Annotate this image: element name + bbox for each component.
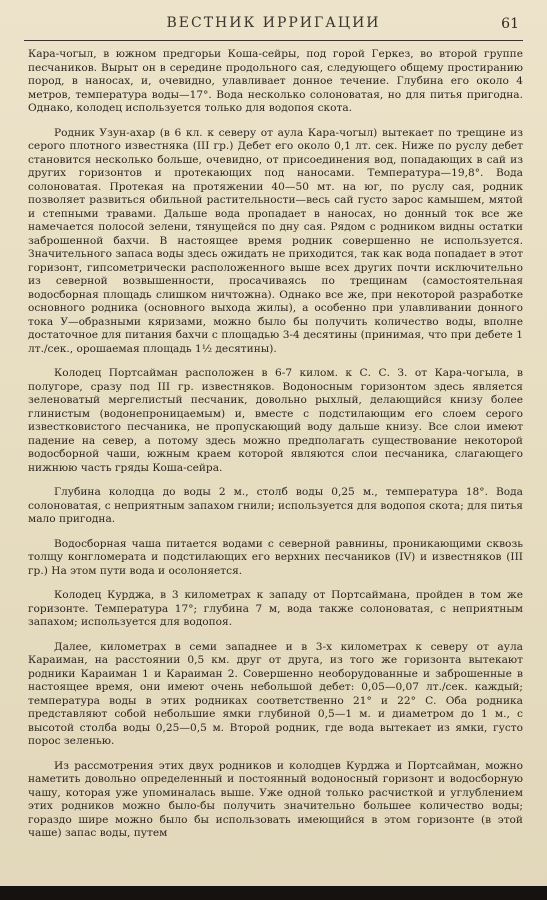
paragraph-uzun-akhar: Родник Узун-ахар (в 6 кл. к северу от аула Кара-чогыл) вытекает по трещине из серого плотного известняка (III гр.) Дебет его около 0,1 лт. сек. Ниже по руслу дебет становится несколько больше, очевидно, от присоединения вод, попадающих в сай из других горизонтов и протекающих под наносами. Температура—19,8°. Вода солоноватая. Протекая на протяжении 40—50 мт. на юг, по руслу сая, родник позволяет развиться обильной растительности—весь сай густо зарос камышем, мятой и степными травами. Дальше вода пропадает в наносах, но донный ток все же намечается полосой зелени, тянущейся по дну сая. Рядом с родником видны остатки заброшенной бахчи. В настоящее время родник совершенно не используется. Значительного запаса воды здесь ожидать не приходится, так как вода попадает в этот горизонт, гипсометрически расположенного выше всех других почти исключительно из северной возвышенности, просачиваясь по трещинам (самостоятельная водосборная площадь слишком ничтожна). Однако все же, при некоторой разработке основного родника (основного выхода жилы), а особенно при улавливании донного тока У—образными кяризами, можно было бы получить количество воды, вполне достаточное для питания бахчи с площадью 3-4 десятины (принимая, что при дебете 1 лт./сек., орошаемая площадь 1½ десятины). bbox=[28, 126, 523, 355]
paragraph-well-depth: Глубина колодца до воды 2 м., столб воды 0,25 м., температура 18°. Вода солоноватая, с неприятным запахом гнили; используется для водопоя скота; для питья мало пригодна. bbox=[28, 486, 523, 525]
paragraph-catchment: Водосборная чаша питается водами с северной равнины, проникающими сквозь толщу конгломерата и подстилающих его верхних песчаников (IV) и известняков (III гр.) На этом пути вода и осолоняется. bbox=[28, 537, 523, 577]
paragraph-conclusion: Из рассмотрения этих двух родников и колодцев Курджа и Портсайман, можно наметить довольно определенный и постоянный водоносный горизонт и водосборную чашу, которая уже упоминалась выше. Уже одной только расчисткой и углублением этих родников можно было-бы получить значительно большее количество воды; гораздо шире можно было бы использовать имеющийся в этом горизонте (в этой чаше) запас воды, путем bbox=[28, 759, 523, 839]
article-body bbox=[28, 48, 523, 852]
page-header bbox=[24, 12, 523, 41]
paragraph-kara-chogyl: Кара-чогыл, в южном предгорьи Коша-сейры, под горой Геркез, во второй группе песчаников. Вырыт он в середине продольного сая, следующего общему простиранию пород, в наносах, и, очевидно, улавливает донное течение. Глубина его около 4 метров, температура воды—17°. Вода несколько солоноватая, но для питья пригодна. Однако, колодец используется только для водопоя скота. bbox=[28, 48, 523, 114]
page-number: 61 bbox=[501, 16, 519, 32]
paragraph-kurdzha: Колодец Курджа, в 3 километрах к западу от Портсаймана, пройден в том же горизонте. Температура 17°; глубина 7 м, вода также солоноватая, с неприятным запахом; используется для водопоя. bbox=[28, 589, 523, 628]
running-head: ВЕСТНИК ИРРИГАЦИИ bbox=[166, 15, 381, 31]
paragraph-portsaiman: Колодец Портсайман расположен в 6-7 килом. к С. С. З. от Кара-чогыла, в полугоре, сразу под III гр. известняков. Водоносным горизонтом здесь является зеленоватый мергелистый песчаник, довольно рыхлый, делающийся книзу более глинистым (водонепроницаемым) и, вместе с подстилающим его слоем серого известковистого песчаника, не пропускающий воду дальше книзу. Все слои имеют падение на север, а потому здесь можно предполагать существование некоторой водосборной чаши, южным краем которой являются слои песчаника, слагающего нижнюю часть гряды Коша-сейра. bbox=[28, 367, 523, 474]
paragraph-karaiman: Далее, километрах в семи западнее и в 3-х километрах к северу от аула Караиман, на расстоянии 0,5 км. друг от друга, из того же горизонта вытекают родники Караиман 1 и Караиман 2. Совершенно необорудованные и заброшенные в настоящее время, они имеют очень небольшой дебет: 0,05—0,07 лт./сек. каждый; температура воды в этих родниках соответственно 21° и 22° С. Оба родника представляют собой небольшие ямки глубиной 0,5—1 м. и диаметром до 1 м., с высотой столба воды 0,25—0,5 м. Второй родник, где вода вытекает из ямки, густо порос зеленью. bbox=[28, 640, 523, 747]
scan-bottom-edge bbox=[0, 886, 547, 900]
